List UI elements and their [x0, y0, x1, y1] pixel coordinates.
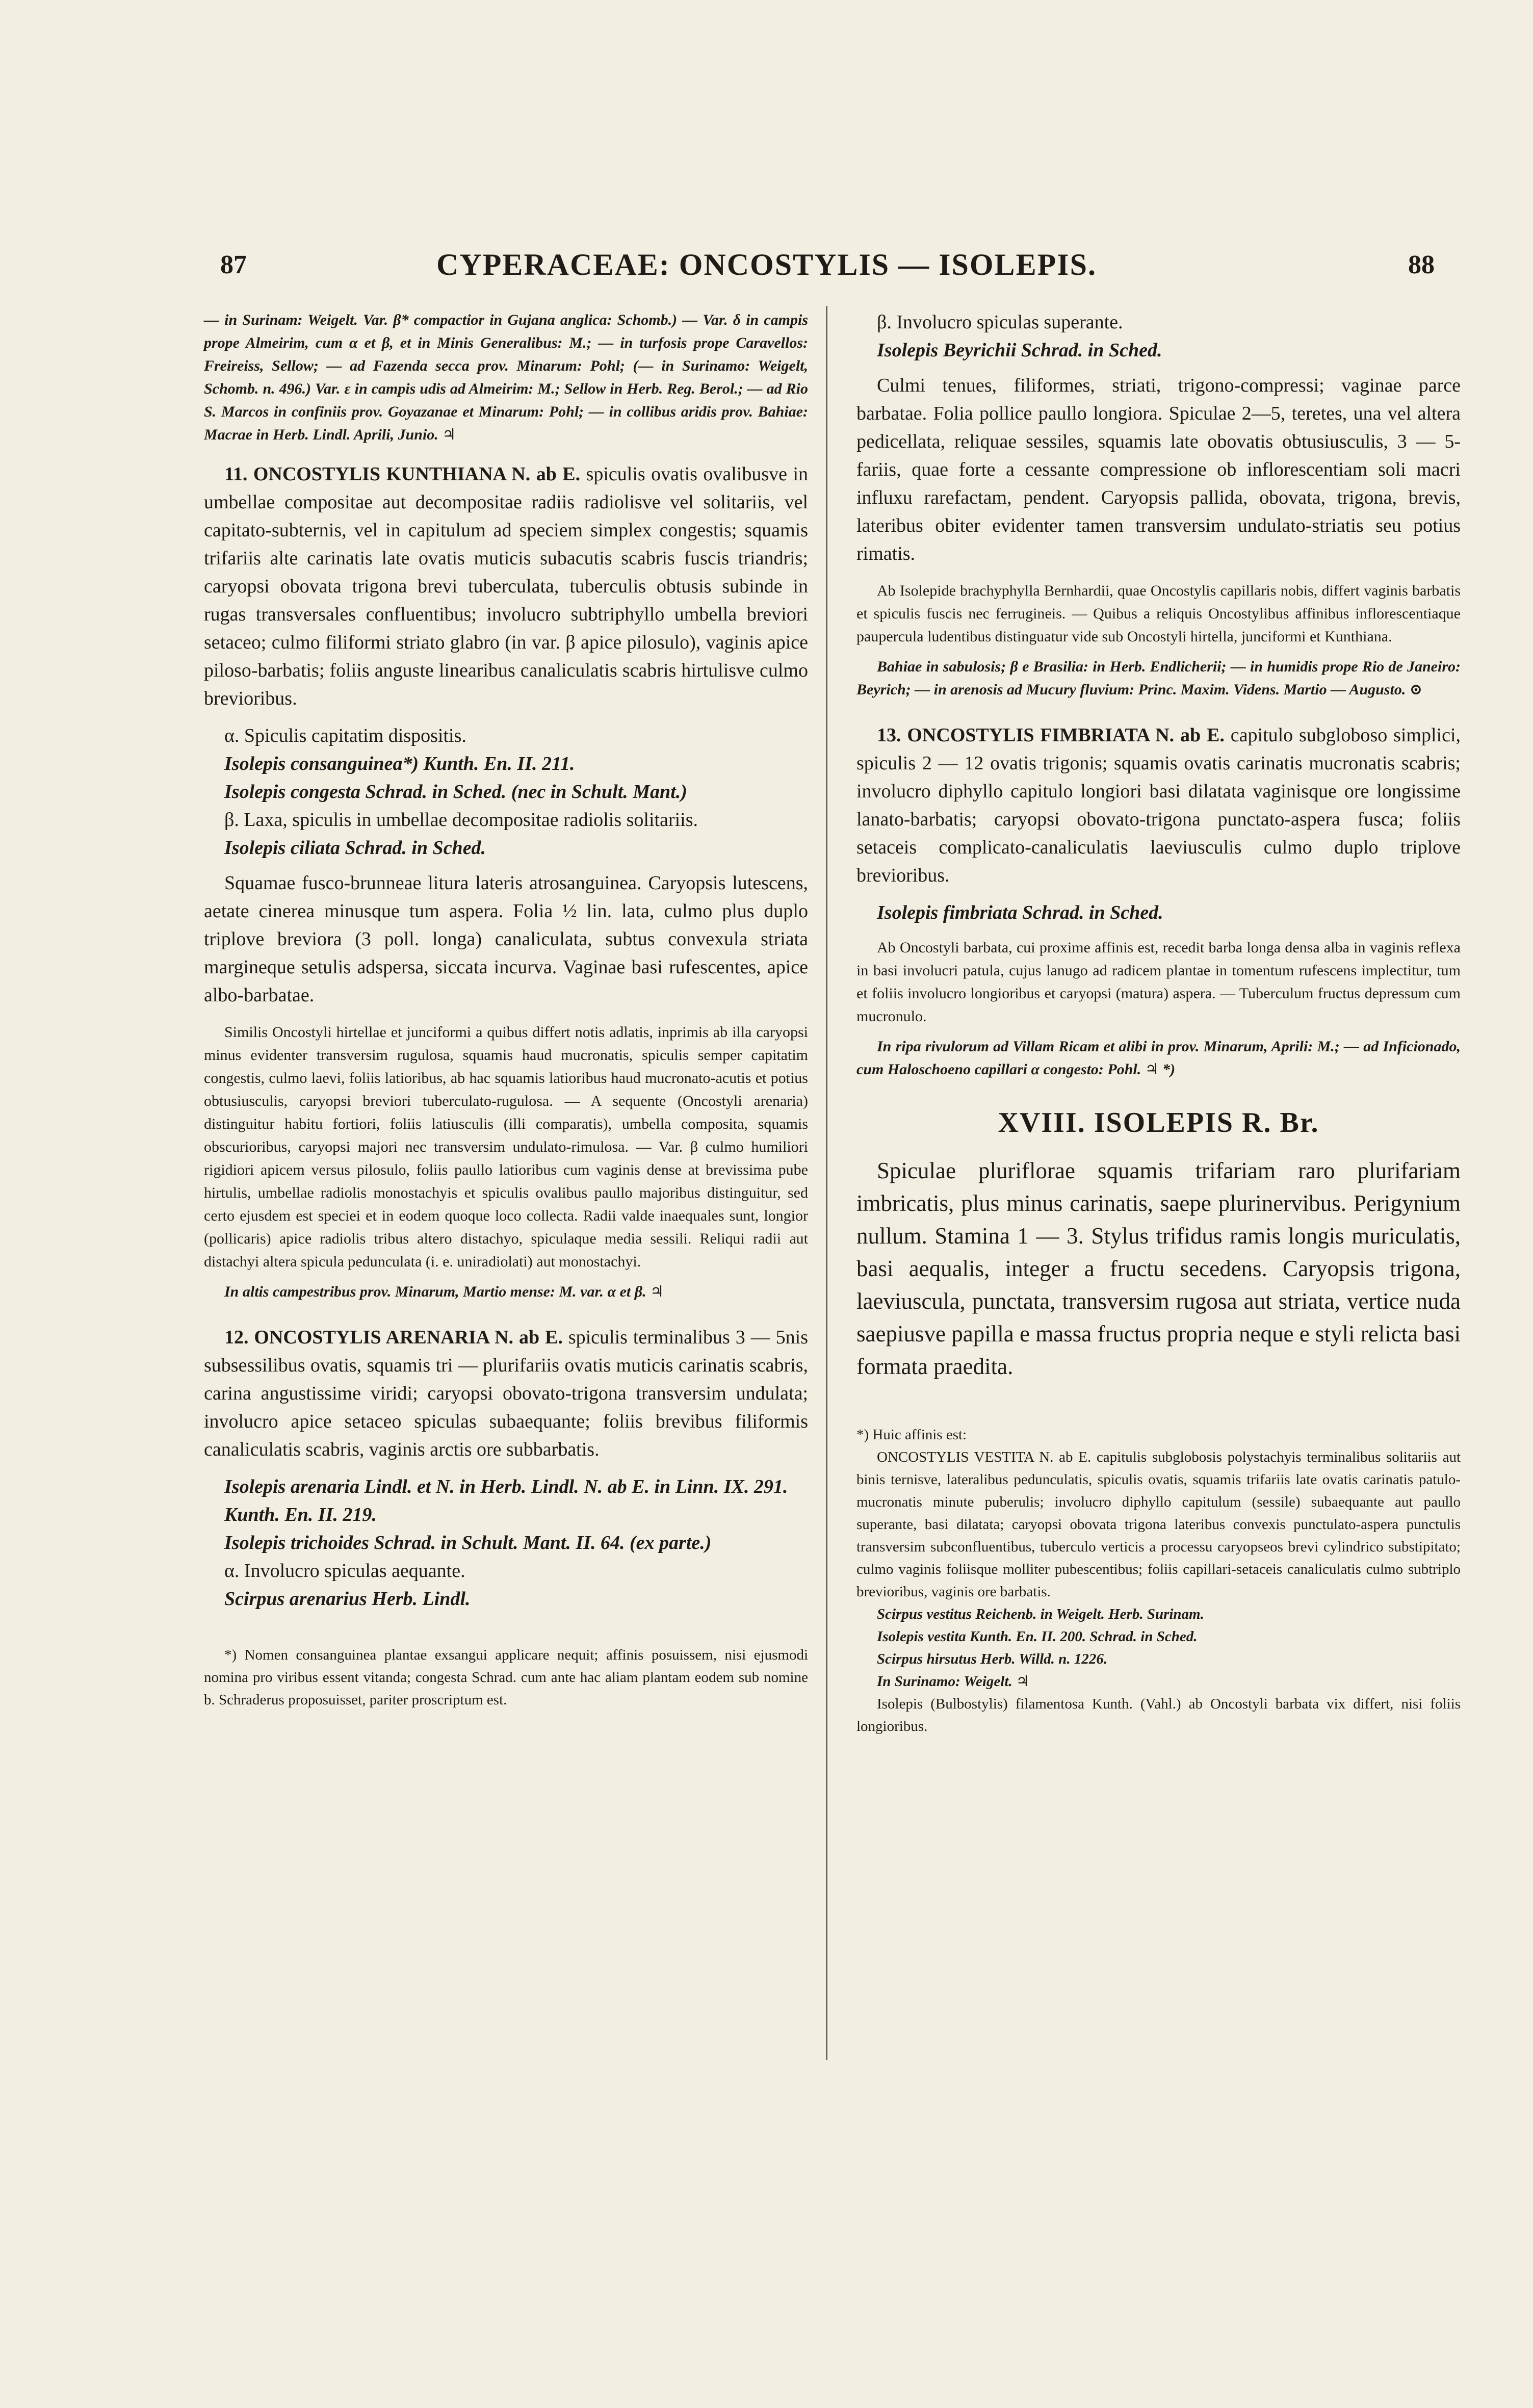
species-12-observation: Ab Isolepide brachyphylla Bernhardii, quae Oncostylis capillaris nobis, differt vaginis barbatis et spiculis fuscis nec ferrugineis. — Quibus a reliquis Oncostylibus affinibus inflorescentiaque paupercula ludentibus distinguatur vide sub Oncostyli hirtella, junciformi et Kunthiana. — [856, 582, 1461, 645]
species-11-heading: 11. ONCOSTYLIS KUNTHIANA N. ab E. — [224, 463, 581, 485]
species-13-habitat: In ripa rivulorum ad Villam Ricam et alibi in prov. Minarum, Aprili: M.; — ad Inficionado, cum Haloschoeno capillari α congesto: Pohl. ♃ *) — [856, 1038, 1461, 1078]
footnote-label: *) Huic affinis est: — [856, 1427, 967, 1443]
species-13-diagnosis — [856, 721, 1461, 890]
species-12-description: Culmi tenues, filiformes, striati, trigono-compressi; vaginae parce barbatae. Folia pollice paullo longiora. Spiculae 2—5, teretes, una vel altera pedicellata, reliquae sessiles, squamis late obovatis obtusiusculis, 3 — 5-fariis, quae forte a cessante compressione ob inflorescentiam soli macri influxu rarefactam, pendent. Caryopsis pallida, obovata, trigona, brevis, lateribus obiter evidenter tamen transversim undulato-striatis seu potius rimatis. — [856, 375, 1461, 564]
running-head: CYPERACEAE: ONCOSTYLIS — ISOLEPIS. — [436, 248, 1097, 281]
left-column — [204, 308, 808, 1711]
synonym: Isolepis fimbriata Schrad. in Sched. — [877, 902, 1163, 923]
variety-beta: β. Laxa, spiculis in umbellae decompositae radiolis solitariis. — [224, 809, 698, 831]
synonym: Scirpus hirsutus Herb. Willd. n. 1226. — [877, 1651, 1108, 1667]
page-number-right: 88 — [1408, 250, 1435, 279]
genus-description: Spiculae pluriflorae squamis trifariam raro plurifariam imbricatis, plus minus carinatis, saepe plurinervibus. Perigynium nullum. Stamina 1 — 3. Stylus trifidus ramis longis muriculatis, basi aequalis, integer a fructu secedens. Caryopsis trigona, laeviuscula, punctata, transversim rugosa aut striata, vertice nuda saepiusve papilla e massa fructus propria neque e styli relicta basi formata praedita. — [856, 1158, 1461, 1379]
right-column — [856, 308, 1461, 1738]
synonym: Isolepis arenaria Lindl. et N. in Herb. Lindl. N. ab E. in Linn. IX. 291. Kunth. En. II. 219. — [224, 1476, 788, 1525]
synonym: Isolepis ciliata Schrad. in Sched. — [224, 837, 486, 859]
species-13-heading: 13. ONCOSTYLIS FIMBRIATA N. ab E. — [877, 724, 1225, 746]
species-12-text: spiculis terminalibus 3 — 5nis subsessilibus ovatis, squamis tri — plurifariis ovatis muticis carinatis scabris, carina angustissime viridi; caryopsi obovato-trigona transversim undulata; involucro apice setaceo spiculas subaequante; foliis brevibus filiformis canaliculatis scabris, vaginis arctis ore subbarbatis. — [204, 1327, 808, 1460]
synonym: Isolepis Beyrichii Schrad. in Sched. — [877, 340, 1162, 361]
synonym: Scirpus vestitus Reichenb. in Weigelt. Herb. Surinam. — [877, 1606, 1204, 1622]
continuation-habitat: — in Surinam: Weigelt. Var. β* compactior in Gujana anglica: Schomb.) — Var. δ in campis prope Almeirim, cum α et β, et in Minis Generalibus: M.; — in turfosis prope Caravellos: Freireiss, Sellow; — ad Fazenda secca prov. Minarum: Pohl; (— in Surinamo: Weigelt, Schomb. n. 496.) Var. ε in campis udis ad Almeirim: M.; Sellow in Herb. Reg. Berol.; — ad Rio S. Marcos in confiniis prov. Goyazanae et Minarum: Pohl; — in collibus aridis prov. Bahiae: Macrae in Herb. Lindl. Aprili, Junio. ♃ — [204, 312, 808, 443]
species-11-observation: Similis Oncostyli hirtellae et junciformi a quibus differt notis adlatis, inprimis ab illa caryopsi minus evidenter transversim rugulosa, squamis haud mucronatis, spiculis semper capitatim congestis, culmo laevi, foliis latioribus, ab hac squamis latioribus haud mucronato-acutis et potius obtusiusculis, caryopsi breviori tuberculato-rugulosa. — A sequente (Oncostyli arenaria) distinguitur habitu fortiori, foliis latiusculis (illi comparatis), umbella composita, squamis obscurioribus, caryopsi majori nec transversim undulato-rimulosa. — Var. β culmo humiliori rigidiori apicem versus pilosulo, foliis paullo latioribus cum vaginis dense at brevissima pube hirtulis, umbellae radiolis monostachyis et spiculis ovalibus paullo majoribus distinguitur, sed certo ejusdem est speciei et in eodem quoque loco collecta. Radii valde inaequales sunt, longior (pollicaris) apice radiolis tribus altero distachyo, spiculaque media sessili. Reliqui radii aut distachyi altera spicula pedunculata (i. e. uniradiolati) aut monostachyi. — [204, 1024, 808, 1270]
species-13-text: capitulo subgloboso simplici, spiculis 2 — 12 ovatis trigonis; squamis ovatis carinatis mucronatis scabris; involucro diphyllo capitulo longiori basi dilatata vaginisque ore longissime lanato-barbatis; caryopsi obovato-trigona punctato-aspera fusca; foliis setaceis complicato-canaliculatis laeviusculis culmo duplo triplove brevioribus. — [856, 724, 1461, 886]
page-number-left: 87 — [220, 250, 247, 279]
species-13-observation: Ab Oncostyli barbata, cui proxime affinis est, recedit barba longa densa alba in vaginis reflexa in basi involucri patula, cujus lanugo ad radicem plantae in tomentum rufescens implectitur, tum et foliis involucro longioribus et caryopsi (matura) aspera. — Tuberculum fructus depressum cum mucronulo. — [856, 939, 1461, 1025]
synonym: Isolepis congesta Schrad. in Sched. (nec in Schult. Mant.) — [224, 781, 687, 802]
species-11-habitat: In altis campestribus prov. Minarum, Martio mense: M. var. α et β. ♃ — [224, 1283, 664, 1300]
synonym: Isolepis consanguinea*) Kunth. En. II. 211. — [224, 753, 575, 774]
footnote-text: ONCOSTYLIS VESTITA N. ab E. capitulis subglobosis polystachyis terminalibus solitariis aut binis ternisve, lateralibus pedunculatis, spiculis ovatis, squamis trifariis late ovatis carinatis patulo-mucronatis minute puberulis; involucro diphyllo capitulum (sessile) subaequante aut paullo superante, basi dilatata; caryopsi obovata trigona lateribus convexis punctulato-aspera punctulis transversim subconfluentibus, tuberculo verticis a processu caryopseos brevi cylindrico substipitato; culmo vaginis foliisque molliter pubescentibus; foliis capillari-setaceis canaliculatis culmo subtriplo brevioribus, vaginis ore barbatis. — [856, 1449, 1461, 1600]
footnote-end: Isolepis (Bulbostylis) filamentosa Kunth. (Vahl.) ab Oncostyli barbata vix differt, nisi foliis longioribus. — [856, 1696, 1461, 1734]
genus-heading: XVIII. ISOLEPIS R. Br. — [998, 1107, 1319, 1138]
species-11-description: Squamae fusco-brunneae litura lateris atrosanguinea. Caryopsis lutescens, aetate cinerea minusque tum aspera. Folia ½ lin. lata, culmo plus duplo triplove breviora (3 poll. longa) canaliculata, subtus convexula striata margineque setulis adspersa, siccata incurva. Vaginae basi rufescentes, apice albo-barbatae. — [204, 872, 808, 1006]
synonym: Isolepis trichoides Schrad. in Schult. Mant. II. 64. (ex parte.) — [224, 1532, 712, 1553]
variety-beta: β. Involucro spiculas superante. — [877, 312, 1123, 333]
species-11-text: spiculis ovatis ovalibusve in umbellae compositae aut decompositae radiis radiolisve vel solitariis, vel capitato-subternis, vel in capitulum ad speciem simplex congestis; squamis trifariis alte carinatis late ovatis muticis subacutis scabris fuscis triandris; caryopsi obovata trigona brevi tuberculata, tuberculis obtusis subinde in rugas transversales confluentibus; involucro subtriphyllo umbella breviori setaceo; culmo filiformi striato glabro (in var. β apice pilosulo), vaginis apice piloso-barbatis; foliis anguste linearibus canaliculatis scabris hirtulisve culmo brevioribus. — [204, 463, 809, 709]
species-12-diagnosis — [204, 1324, 808, 1464]
variety-alpha: α. Involucro spiculas aequante. — [224, 1560, 465, 1582]
variety-alpha: α. Spiculis capitatim dispositis. — [224, 725, 466, 746]
column-divider — [826, 306, 827, 2060]
species-12-habitat: Bahiae in sabulosis; β e Brasilia: in Herb. Endlicherii; — in humidis prope Rio de Janeiro: Beyrich; — in arenosis ad Mucury fluvium: Princ. Maxim. Videns. Martio — Augusto. ⊙ — [856, 658, 1461, 698]
footnote-habitat: In Surinamo: Weigelt. ♃ — [877, 1673, 1029, 1690]
footnote-left: *) Nomen consanguinea plantae exsangui applicare nequit; affinis posuissem, nisi ejusmodi nomina pro viribus essent vitanda; congesta Schrad. cum ante hac aliam plantam eodem sub nomine b. Schraderus proposuisset, pariter proscriptum est. — [204, 1647, 808, 1708]
species-11-diagnosis — [204, 460, 808, 713]
synonym: Scirpus arenarius Herb. Lindl. — [224, 1588, 471, 1610]
species-12-heading: 12. ONCOSTYLIS ARENARIA N. ab E. — [224, 1327, 563, 1348]
synonym: Isolepis vestita Kunth. En. II. 200. Schrad. in Sched. — [877, 1628, 1198, 1645]
